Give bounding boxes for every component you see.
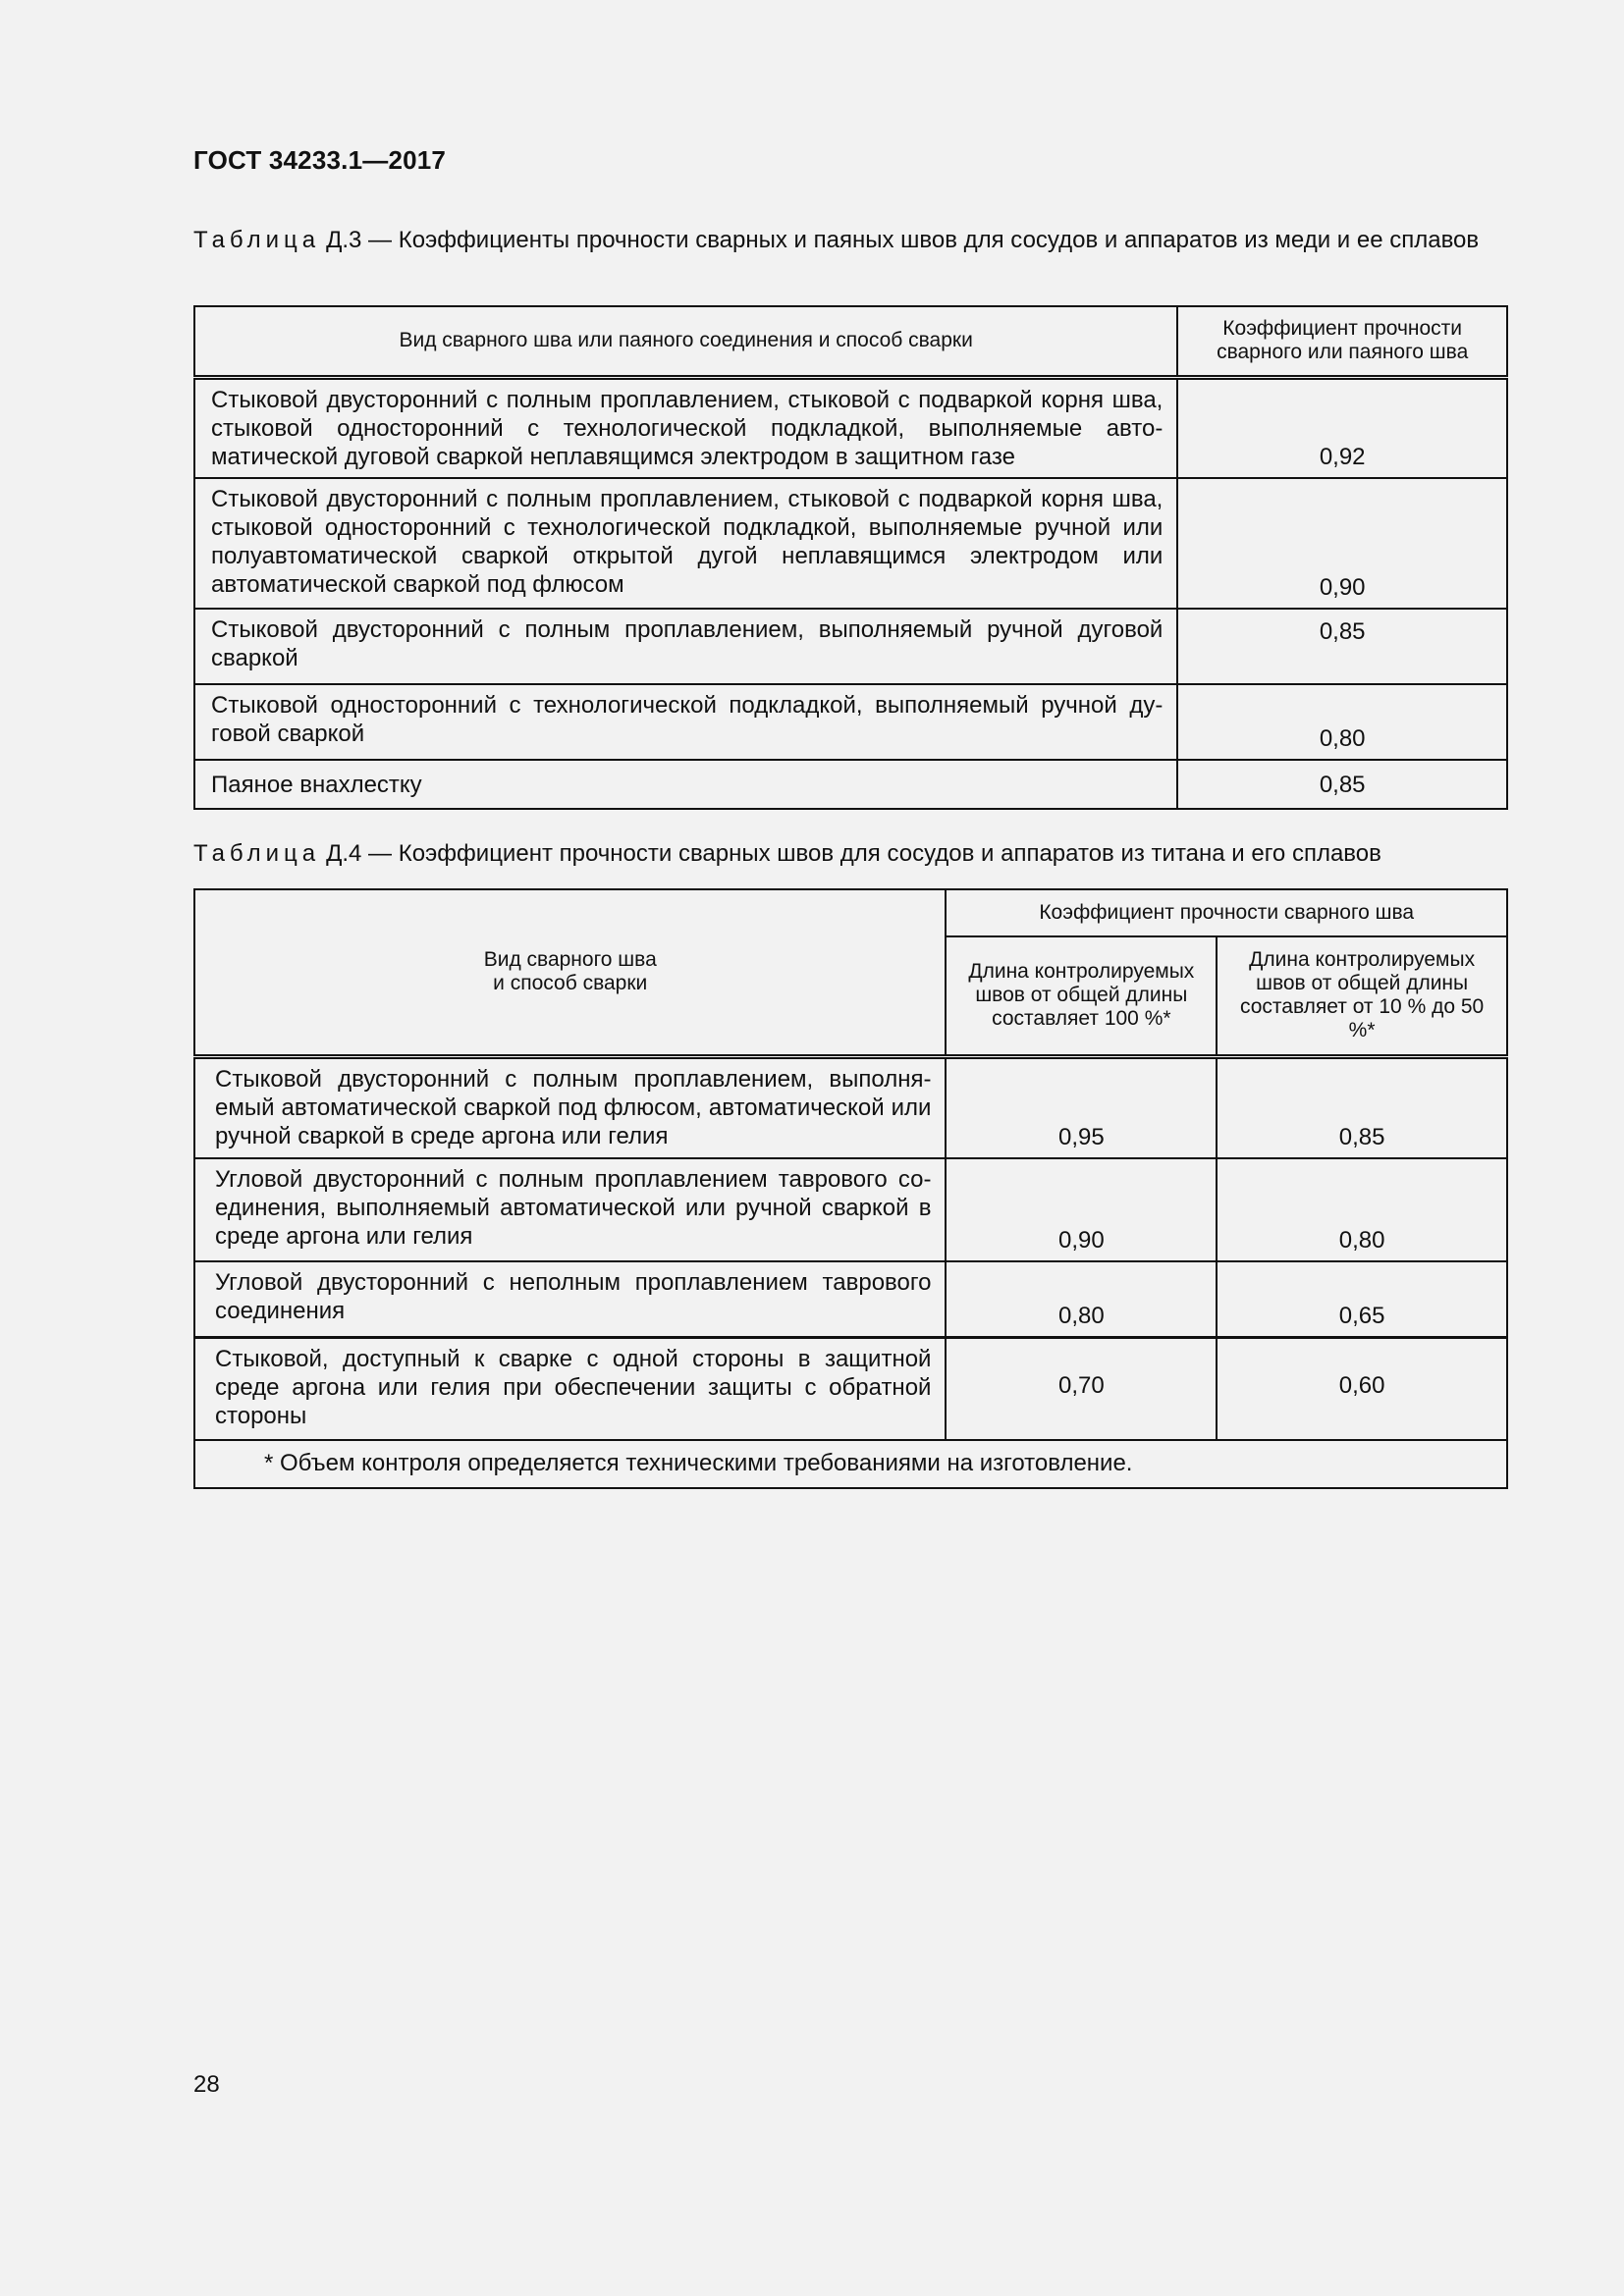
table-d4-row-2-value-2: 0,80 bbox=[1217, 1158, 1507, 1261]
table-row bbox=[194, 760, 1507, 809]
table-d4 bbox=[193, 888, 1508, 1489]
table-d3-row-5-desc: Паяное внахлестку bbox=[194, 760, 1177, 809]
table-d4-caption-text: Д.4 — Коэффициент прочности сварных швов для сосудов и аппаратов из титана и его сплавов bbox=[326, 840, 1381, 867]
table-d4-footnote: * Объем контроля определяется техническими требованиями на изготовление. bbox=[194, 1440, 1507, 1488]
table-d4-row-2-value-1: 0,90 bbox=[946, 1158, 1217, 1261]
table-d3-header-type: Вид сварного шва или паяного соединения и способ сварки bbox=[194, 306, 1177, 377]
document-header: ГОСТ 34233.1—2017 bbox=[193, 145, 447, 175]
table-row bbox=[194, 1337, 1507, 1440]
table-d4-row-1-value-2: 0,85 bbox=[1217, 1056, 1507, 1158]
table-d3-row-3-desc: Стыковой двусторонний с полным проплавлением, выполняемый ручной дуговой сваркой bbox=[194, 609, 1177, 684]
table-d4-row-1-desc: Стыковой двусторонний с полным проплавлением, выполняемый автоматической сваркой под флюсом, автоматической или ручной сваркой в среде аргона или гелия bbox=[194, 1056, 946, 1158]
table-d4-row-4-value-2: 0,60 bbox=[1217, 1337, 1507, 1440]
table-row bbox=[194, 1056, 1507, 1158]
table-d4-row-4-value-1: 0,70 bbox=[946, 1337, 1217, 1440]
table-d3-caption-word: Таблица bbox=[193, 227, 321, 253]
table-d3-row-2-desc: Стыковой двусторонний с полным проплавлением, стыковой с подваркой корня шва, стыковой односторонний с технологической подкладкой, выполняемые ручной или полуавтоматической сваркой открытой дугой неплавящимся электродом или автоматической сваркой под флюсом bbox=[194, 478, 1177, 609]
table-d3-header-coef: Коэффициент прочности сварного или паяного шва bbox=[1177, 306, 1507, 377]
table-d3-row-1-desc: Стыковой двусторонний с полным проплавлением, стыковой с подваркой корня шва, стыковой односторонний с технологической подкладкой, выполняемые автоматической дуговой сваркой неплавящимся электродом в защитном газе bbox=[194, 377, 1177, 478]
table-row bbox=[194, 1261, 1507, 1337]
table-d4-row-3-value-2: 0,65 bbox=[1217, 1261, 1507, 1337]
table-d4-header-sub-2: Длина контролируемых швов от общей длины составляет от 10 % до 50 %* bbox=[1217, 936, 1507, 1056]
table-d3-row-3-value: 0,85 bbox=[1177, 609, 1507, 684]
table-d4-row-3-desc: Угловой двусторонний с неполным проплавлением таврового соединения bbox=[194, 1261, 946, 1337]
table-d4-header-type: Вид сварного шва и способ сварки bbox=[194, 889, 946, 1056]
table-d4-caption-word: Таблица bbox=[193, 840, 321, 867]
table-d3-row-5-value: 0,85 bbox=[1177, 760, 1507, 809]
table-d3 bbox=[193, 305, 1508, 810]
table-row bbox=[194, 684, 1507, 760]
table-d4-row-1-value-1: 0,95 bbox=[946, 1056, 1217, 1158]
table-d3-row-4-desc: Стыковой односторонний с технологической подкладкой, выполняемый ручной дуговой сваркой bbox=[194, 684, 1177, 760]
table-row bbox=[194, 377, 1507, 478]
table-d4-row-3-value-1: 0,80 bbox=[946, 1261, 1217, 1337]
table-d3-row-4-value: 0,80 bbox=[1177, 684, 1507, 760]
table-d4-header-group: Коэффициент прочности сварного шва bbox=[946, 889, 1507, 936]
table-row bbox=[194, 609, 1507, 684]
table-d4-caption bbox=[193, 839, 1507, 868]
page-number: 28 bbox=[193, 2071, 220, 2098]
table-d4-row-4-desc: Стыковой, доступный к сварке с одной стороны в защитной среде аргона или гелия при обеспечении защиты с обратной стороны bbox=[194, 1337, 946, 1440]
table-d4-row-2-desc: Угловой двусторонний с полным проплавлением таврового соединения, выполняемый автоматической или ручной сваркой в среде аргона или гелия bbox=[194, 1158, 946, 1261]
table-d3-caption-text: Д.3 — Коэффициенты прочности сварных и паяных швов для сосудов и аппаратов из меди и ее сплавов bbox=[326, 227, 1480, 253]
table-row bbox=[194, 478, 1507, 609]
table-d4-header-sub-1: Длина контролируемых швов от общей длины составляет 100 %* bbox=[946, 936, 1217, 1056]
table-row bbox=[194, 1158, 1507, 1261]
table-d3-caption bbox=[193, 226, 1507, 254]
table-d3-row-1-value: 0,92 bbox=[1177, 377, 1507, 478]
table-d3-row-2-value: 0,90 bbox=[1177, 478, 1507, 609]
